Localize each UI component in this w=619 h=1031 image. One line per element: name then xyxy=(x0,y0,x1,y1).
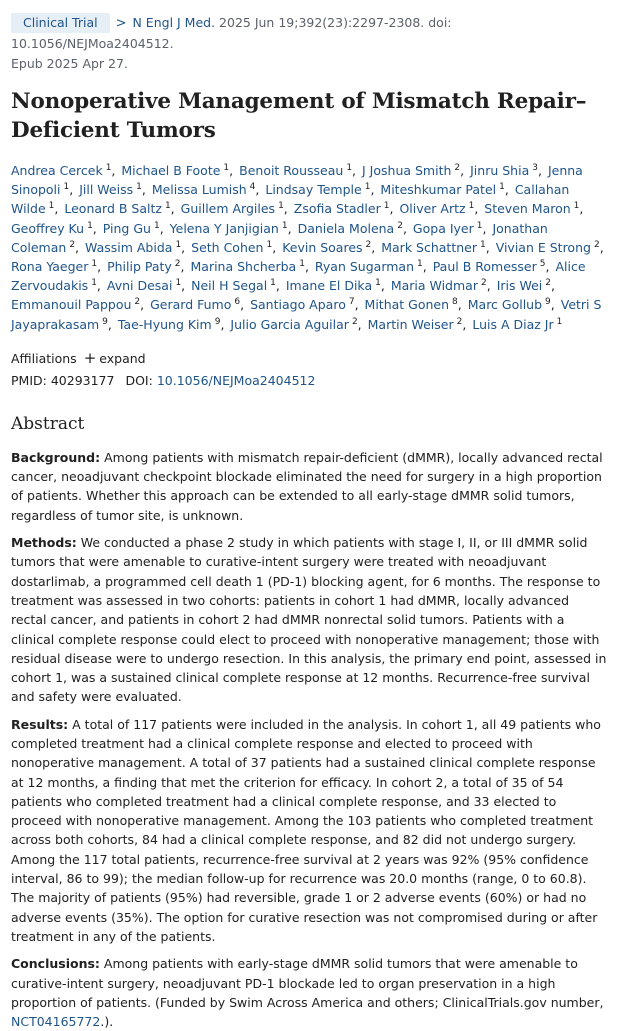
author-link[interactable]: Daniela Molena xyxy=(297,220,395,236)
author-link[interactable]: Michael B Foote xyxy=(121,163,221,178)
author-item: Zsofia Stadler $^1$, xyxy=(293,201,394,217)
author-link[interactable]: Andrea Cercek xyxy=(11,163,103,178)
affiliation-number[interactable]: 9 xyxy=(214,316,221,327)
affiliations-expand-button[interactable] xyxy=(83,348,146,367)
author-item: Marina Shcherba $^1$, xyxy=(190,259,309,275)
author-link[interactable]: Julio Garcia Aguilar xyxy=(230,316,349,332)
author-link[interactable]: Santiago Aparo xyxy=(250,297,346,313)
affiliation-number[interactable]: 1 xyxy=(175,239,182,250)
affiliation-number[interactable]: 1 xyxy=(299,259,305,270)
background-text: Among patients with mismatch repair-deficient (dMMR), locally advanced rectal cancer, neoadjuvant checkpoint blockade eliminated the need for surgery in a high proportion of patients. Whether this approach can be extended to all early-stage dMMR solid tumors, regardless of tumor site, is unknown. xyxy=(11,449,603,523)
author-link[interactable]: Mithat Gonen xyxy=(364,297,450,313)
affiliation-number[interactable]: 1 xyxy=(346,163,353,173)
citation-text: 2025 Jun 19;392(23):2297-2308. doi: 10.1056/NEJMoa2404512. xyxy=(11,15,452,51)
affiliation-number[interactable]: 1 xyxy=(278,201,284,212)
affiliation-number[interactable]: 1 xyxy=(573,201,580,212)
affiliation-number[interactable]: 1 xyxy=(136,182,142,193)
abstract-methods xyxy=(11,533,608,707)
author-item: Andrea Cercek $^1$, xyxy=(11,163,116,178)
affiliation-number[interactable]: 1 xyxy=(468,201,475,212)
affiliation-number[interactable]: 2 xyxy=(134,297,141,308)
affiliation-number[interactable]: 2 xyxy=(174,259,181,270)
affiliation-number[interactable]: 8 xyxy=(452,297,458,308)
author-link[interactable]: Alice Zervoudakis xyxy=(11,259,586,294)
author-link[interactable]: Martin Weiser xyxy=(367,316,454,332)
affiliation-number[interactable]: 1 xyxy=(266,239,273,250)
author-link[interactable]: Jenna Sinopoli xyxy=(11,163,583,198)
author-item: Geoffrey Ku $^1$, xyxy=(11,220,97,236)
author-item: Miteshkumar Patel $^1$, xyxy=(380,182,509,198)
author-list xyxy=(11,161,608,334)
author-item: Melissa Lumish $^4$, xyxy=(151,182,260,198)
author-item: Julio Garcia Aguilar $^2$, xyxy=(230,316,362,332)
author-link[interactable]: Vivian E Strong xyxy=(495,239,591,255)
affiliation-number[interactable]: 2 xyxy=(456,316,463,327)
author-item: Jinru Shia $^3$, xyxy=(470,163,542,178)
expand-label: expand xyxy=(99,350,146,366)
affiliation-number[interactable]: 1 xyxy=(91,259,98,270)
author-link[interactable]: Callahan Wilde xyxy=(11,182,570,217)
affiliation-number[interactable]: 1 xyxy=(175,278,182,289)
abstract-heading: Abstract xyxy=(11,413,85,434)
epub-date: Epub 2025 Apr 27. xyxy=(11,56,128,71)
author-link[interactable]: Paul B Romesser xyxy=(432,259,537,275)
author-item: Yelena Y Janjigian $^1$, xyxy=(169,220,292,236)
affiliations-row xyxy=(11,349,608,368)
author-link[interactable]: Benoit Rousseau xyxy=(239,163,344,178)
affiliation-number[interactable]: 1 xyxy=(270,278,276,289)
affiliation-number[interactable]: 1 xyxy=(153,220,160,231)
affiliation-number[interactable]: 1 xyxy=(556,316,563,327)
author-link[interactable]: Vetri S Jayaprakasam xyxy=(11,297,602,332)
affiliation-number[interactable]: 4 xyxy=(249,182,256,193)
affiliation-number[interactable]: 1 xyxy=(48,201,55,212)
author-item: Mark Schattner $^1$, xyxy=(381,239,490,255)
author-link[interactable]: Ping Gu xyxy=(102,220,151,236)
author-link[interactable]: Guillem Argiles xyxy=(180,201,276,217)
abstract-background xyxy=(11,448,608,525)
pmid-value: 40293177 xyxy=(50,372,115,388)
author-item: Tae-Hyung Kim $^9$, xyxy=(117,316,225,332)
affiliation-number[interactable]: 1 xyxy=(364,182,371,193)
journal-name: N Engl J Med. xyxy=(132,15,216,30)
author-item: Seth Cohen $^1$, xyxy=(191,239,277,255)
conclusions-suffix: .). xyxy=(100,1014,114,1030)
author-item: Mithat Gonen $^8$, xyxy=(364,297,462,313)
author-link[interactable]: Melissa Lumish xyxy=(151,182,247,198)
author-item: Jonathan Coleman $^2$, xyxy=(11,220,548,255)
author-link[interactable]: Tae-Hyung Kim xyxy=(117,316,212,332)
author-item: Gopa Iyer $^1$, xyxy=(412,220,487,236)
doi-link[interactable]: 10.1056/NEJMoa2404512 xyxy=(156,372,316,388)
author-link[interactable]: Yelena Y Janjigian xyxy=(169,220,279,236)
results-label: Results: xyxy=(11,716,69,732)
author-item: Iris Wei $^2$, xyxy=(496,278,555,294)
author-link[interactable]: Wassim Abida xyxy=(85,239,173,255)
author-item: Callahan Wilde $^1$, xyxy=(11,182,570,217)
affiliation-number[interactable]: 2 xyxy=(454,163,461,173)
author-item: Neil H Segal $^1$, xyxy=(191,278,280,294)
author-item: Daniela Molena $^2$, xyxy=(297,220,407,236)
author-item: Jill Weiss $^1$, xyxy=(79,182,146,198)
author-link[interactable]: Marina Shcherba xyxy=(190,259,297,275)
identifiers-row xyxy=(11,371,608,390)
author-link[interactable]: Kevin Soares xyxy=(282,239,363,255)
affiliation-number[interactable]: 1 xyxy=(417,259,423,270)
affiliation-number[interactable]: 9 xyxy=(102,316,108,327)
author-item: Ryan Sugarman $^1$, xyxy=(314,259,427,275)
affiliation-number[interactable]: 2 xyxy=(545,278,551,289)
author-link[interactable]: Seth Cohen xyxy=(191,239,264,255)
conclusions-label: Conclusions: xyxy=(11,956,100,972)
author-link[interactable]: J Joshua Smith xyxy=(362,163,452,178)
affiliation-number[interactable]: 2 xyxy=(365,239,372,250)
affiliation-number[interactable]: 1 xyxy=(476,220,483,231)
author-link[interactable]: Mark Schattner xyxy=(381,239,477,255)
abstract-results xyxy=(11,715,608,947)
author-item: Ping Gu $^1$, xyxy=(102,220,164,236)
article-title: Nonoperative Management of Mismatch Repair–Deficient Tumors xyxy=(11,89,587,143)
affiliation-number[interactable]: 2 xyxy=(480,278,487,289)
author-item: Rona Yaeger $^1$, xyxy=(11,259,102,275)
author-link[interactable]: Marc Gollub xyxy=(467,297,543,313)
affiliation-number[interactable]: 1 xyxy=(281,220,288,231)
author-item: Benoit Rousseau $^1$, xyxy=(239,163,357,178)
background-label: Background: xyxy=(11,449,101,465)
affiliation-number[interactable]: 3 xyxy=(532,163,538,173)
author-item: Martin Weiser $^2$, xyxy=(367,316,467,332)
author-item: Alice Zervoudakis $^1$, xyxy=(11,259,586,294)
author-link[interactable]: Jonathan Coleman xyxy=(11,220,548,255)
author-link[interactable]: Rona Yaeger xyxy=(11,259,89,275)
author-link[interactable]: Gerard Fumo xyxy=(150,297,232,313)
citation-meta xyxy=(11,13,608,74)
abstract-conclusions xyxy=(11,954,608,1031)
author-link[interactable]: Emmanouil Pappou xyxy=(11,297,132,313)
author-item: Vetri S Jayaprakasam $^9$, xyxy=(11,297,602,332)
author-link[interactable]: Jill Weiss xyxy=(79,182,134,198)
methods-label: Methods: xyxy=(11,535,77,551)
author-item: J Joshua Smith $^2$, xyxy=(362,163,465,178)
author-item: Imane El Dika $^1$, xyxy=(285,278,385,294)
affiliation-number[interactable]: 1 xyxy=(87,220,93,231)
affiliation-number[interactable]: 1 xyxy=(223,163,230,173)
author-item: Wassim Abida $^1$, xyxy=(85,239,186,255)
author-item: Paul B Romesser $^5$, xyxy=(432,259,550,275)
pmid-label: PMID: xyxy=(11,372,47,388)
trial-number-link[interactable]: NCT04165772 xyxy=(11,1014,101,1030)
author-item: Steven Maron $^1$, xyxy=(484,201,584,217)
author-item: Oliver Artz $^1$, xyxy=(399,201,479,217)
affiliation-number[interactable]: 2 xyxy=(351,316,358,327)
affiliation-number[interactable]: 2 xyxy=(69,239,76,250)
author-item: Kevin Soares $^2$, xyxy=(282,239,376,255)
author-item: Gerard Fumo $^6$, xyxy=(150,297,245,313)
author-item: Maria Widmar $^2$, xyxy=(390,278,491,294)
affiliation-number[interactable]: 1 xyxy=(375,278,381,289)
author-link[interactable]: Lindsay Temple xyxy=(265,182,362,198)
article-type-badge[interactable]: Clinical Trial xyxy=(11,13,110,33)
author-item: Avni Desai $^1$, xyxy=(106,278,186,294)
affiliation-number[interactable]: 1 xyxy=(91,278,97,289)
author-link[interactable]: Gopa Iyer xyxy=(412,220,474,236)
author-item: Santiago Aparo $^7$, xyxy=(250,297,359,313)
affiliation-number[interactable]: 1 xyxy=(164,201,171,212)
affiliation-number[interactable]: 1 xyxy=(383,201,390,212)
doi-label: DOI: xyxy=(125,372,153,388)
author-link[interactable]: Zsofia Stadler xyxy=(293,201,381,217)
author-item: Jenna Sinopoli $^1$, xyxy=(11,163,583,198)
author-link[interactable]: Ryan Sugarman xyxy=(314,259,414,275)
author-link[interactable]: Maria Widmar xyxy=(390,278,478,294)
author-link[interactable]: Imane El Dika xyxy=(285,278,373,294)
affiliations-label: Affiliations xyxy=(11,350,77,366)
author-link[interactable]: Philip Paty xyxy=(107,259,172,275)
affiliation-number[interactable]: 5 xyxy=(539,259,546,270)
author-link[interactable]: Miteshkumar Patel xyxy=(380,182,497,198)
affiliation-number[interactable]: 1 xyxy=(63,182,70,193)
article-page xyxy=(0,13,619,1030)
author-link[interactable]: Luis A Diaz Jr xyxy=(472,316,554,332)
affiliation-number[interactable]: 2 xyxy=(593,239,600,250)
author-link[interactable]: Leonard B Saltz xyxy=(64,201,162,217)
plus-icon: + xyxy=(83,348,97,367)
author-item: Lindsay Temple $^1$, xyxy=(265,182,375,198)
journal-link[interactable] xyxy=(116,15,215,30)
author-item: Philip Paty $^2$, xyxy=(107,259,185,275)
affiliation-number[interactable]: 1 xyxy=(105,163,112,173)
methods-text: We conducted a phase 2 study in which patients with stage I, II, or III dMMR solid tumors that were amenable to curative-intent surgery were treated with neoadjuvant dostarlimab, a programmed cell death 1 (PD-1) blocking agent, for 6 months. The response to treatment was assessed in two cohorts: patients in cohort 1 had dMMR, locally advanced rectal cancer, and patients in cohort 2 had dMMR nonrectal solid tumors. Patients with a clinical complete response could elect to proceed with nonoperative management; those with residual disease were to undergo resection. In this analysis, the primary end point, assessed in cohort 1, was a sustained clinical complete response at 12 months. Recurrence-free survival and safety were evaluated. xyxy=(11,535,607,705)
results-text: A total of 117 patients were included in the analysis. In cohort 1, all 49 patients who completed treatment had a clinical complete response and elected to proceed with nonoperative management. A total of 37 patients had a sustained clinical complete response at 12 months, a finding that met the criterion for efficacy. In cohort 2, a total of 35 of 54 patients who completed treatment had a clinical complete response, and 33 elected to proceed with nonoperative management. Among the 103 patients who completed treatment across both cohorts, 84 had a clinical complete response, and 82 did not undergo surgery. Among the 117 total patients, recurrence-free survival at 2 years was 92% (95% confidence interval, 86 to 99); the median follow-up for recurrence was 20.0 months (range, 0 to 60.8). The majority of patients (95%) had reversible, grade 1 or 2 adverse events (60%) or had no adverse events (35%). The option for curative resection was not compromised during or after treatment in any of the patients. xyxy=(11,716,601,944)
author-link[interactable]: Iris Wei xyxy=(496,278,543,294)
author-item: Marc Gollub $^9$, xyxy=(467,297,555,313)
affiliation-number[interactable]: 2 xyxy=(397,220,403,231)
author-item: Emmanouil Pappou $^2$, xyxy=(11,297,145,313)
author-link[interactable]: Avni Desai xyxy=(106,278,173,294)
author-link[interactable]: Steven Maron xyxy=(484,201,571,217)
author-item: Guillem Argiles $^1$, xyxy=(180,201,288,217)
author-link[interactable]: Neil H Segal xyxy=(191,278,268,294)
chevron-right-icon: > xyxy=(115,16,127,31)
affiliation-number[interactable]: 6 xyxy=(234,297,241,308)
author-item xyxy=(472,317,562,332)
author-link[interactable]: Oliver Artz xyxy=(399,201,466,217)
affiliation-number[interactable]: 9 xyxy=(545,297,551,308)
author-link[interactable]: Jinru Shia xyxy=(470,163,530,178)
affiliation-number[interactable]: 1 xyxy=(499,182,505,193)
conclusions-text: Among patients with early-stage dMMR solid tumors that were amenable to curative-intent surgery, neoadjuvant PD-1 blockade led to organ preservation in a high proportion of patients. (Funded by Swim Across America and others; ClinicalTrials.gov number, xyxy=(11,956,604,1010)
affiliation-number[interactable]: 1 xyxy=(479,239,486,250)
author-item: Leonard B Saltz $^1$, xyxy=(64,201,175,217)
author-item: Vivian E Strong $^2$, xyxy=(495,239,604,255)
author-link[interactable]: Geoffrey Ku xyxy=(11,220,85,236)
affiliation-number[interactable]: 7 xyxy=(348,297,355,308)
author-item: Michael B Foote $^1$, xyxy=(121,163,234,178)
